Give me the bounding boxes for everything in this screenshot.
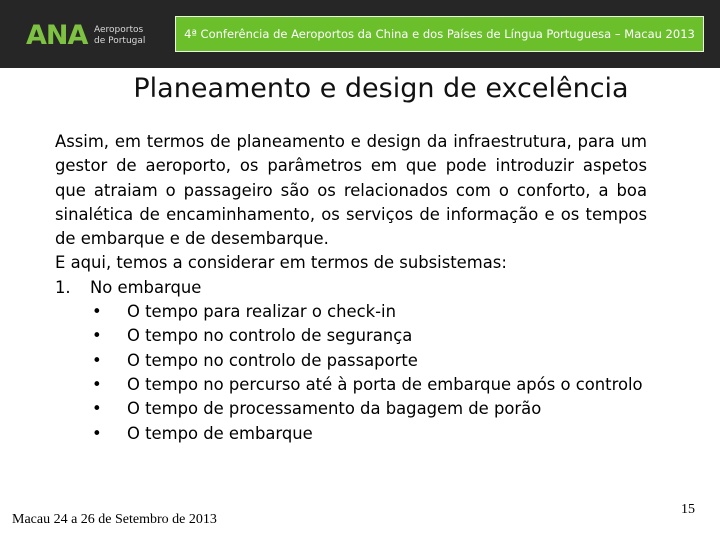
list-item	[92, 349, 647, 373]
numbered-item-label: No embarque	[90, 277, 202, 297]
bullet-icon: •	[92, 350, 102, 370]
bullet-icon: •	[92, 326, 102, 346]
ana-logo-icon: ANA	[26, 20, 88, 51]
list-item-text: O tempo de processamento da bagagem de porão	[127, 399, 542, 419]
list-item	[92, 324, 647, 348]
list-item	[92, 422, 647, 446]
slide-title: Planeamento e design de excelência	[133, 73, 629, 104]
bullet-list	[55, 300, 647, 446]
header-bar	[0, 0, 720, 68]
list-item-text: O tempo no controlo de passaporte	[127, 350, 418, 370]
bullet-icon: •	[92, 374, 102, 394]
list-item	[92, 373, 647, 397]
numbered-item-number: 1.	[55, 277, 71, 297]
bullet-icon: •	[92, 423, 102, 443]
numbered-item	[55, 276, 647, 300]
bullet-icon: •	[92, 302, 102, 322]
conference-title: 4ª Conferência de Aeroportos da China e dos Países de Língua Portuguesa – Macau 2013	[184, 27, 695, 41]
list-item	[92, 300, 647, 324]
logo-text	[94, 25, 145, 47]
logo-line-1: Aeroportos	[94, 25, 144, 35]
list-item-text: O tempo no controlo de segurança	[127, 326, 413, 346]
bullet-icon: •	[92, 399, 102, 419]
list-item-text: O tempo no percurso até à porta de embarque após o controlo	[127, 374, 643, 394]
page-number: 15	[681, 502, 695, 517]
list-item	[92, 397, 647, 421]
slide-body	[55, 130, 647, 446]
list-item-text: O tempo para realizar o check-in	[127, 302, 396, 322]
logo-line-2: de Portugal	[94, 36, 146, 46]
list-item-text: O tempo de embarque	[127, 423, 313, 443]
conference-banner	[175, 16, 704, 52]
footer-date: Macau 24 a 26 de Setembro de 2013	[12, 512, 217, 527]
paragraph-intro: Assim, em termos de planeamento e design da infraestrutura, para um gestor de aeroporto, os parâmetros em que pode introduzir aspetos que atraiam o passageiro são os relacionados com o conforto, a boa sinalética de encaminhamento, os serviços de informação e os tempos de embarque e de desembarque.	[55, 132, 647, 249]
paragraph-subsystems: E aqui, temos a considerar em termos de subsistemas:	[55, 253, 507, 273]
